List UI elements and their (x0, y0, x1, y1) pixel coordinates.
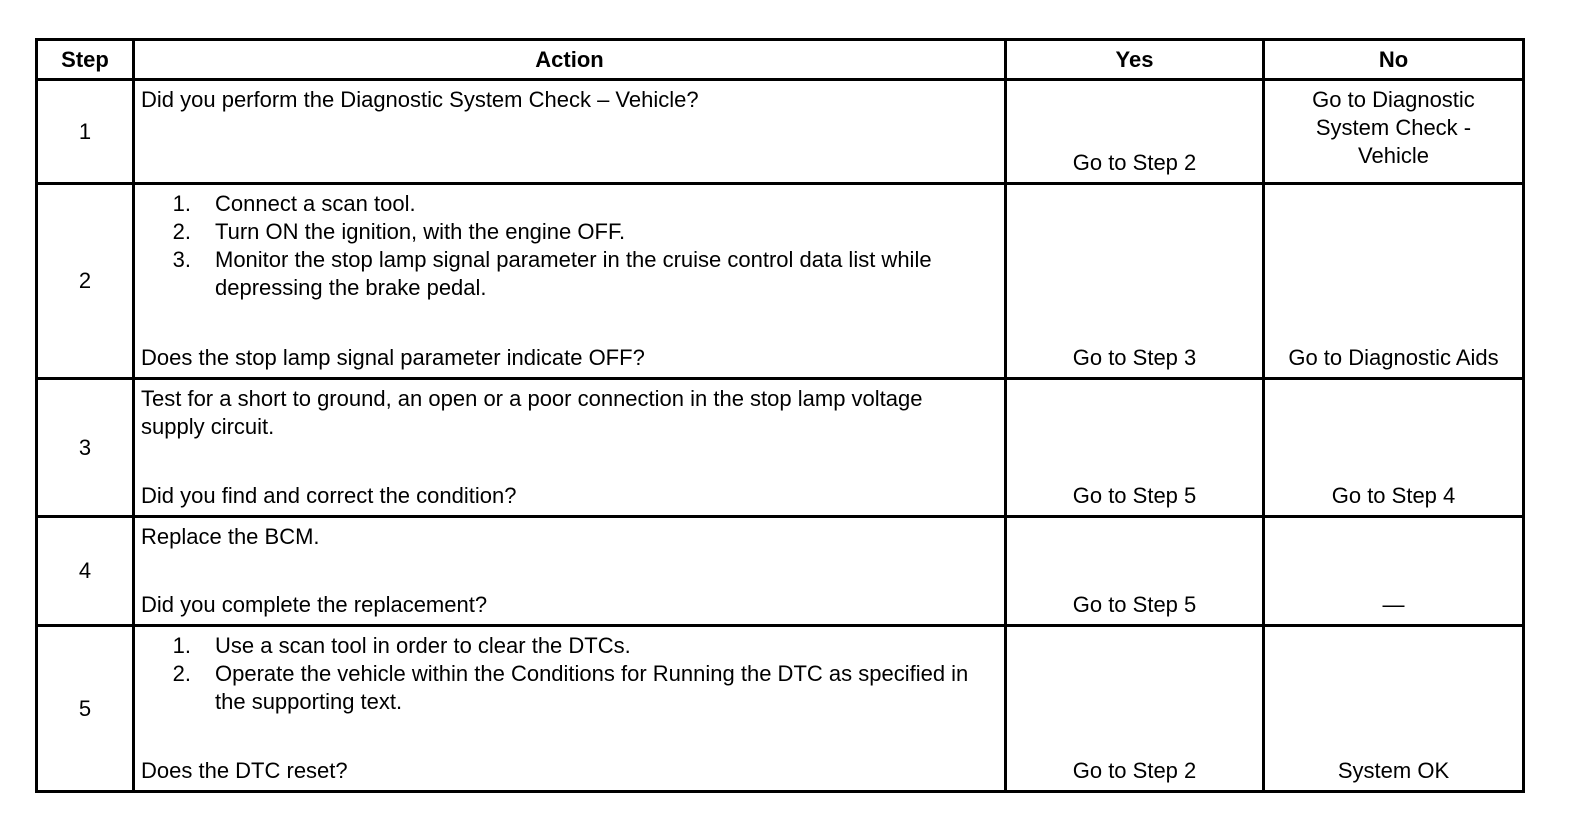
action-list (141, 632, 998, 716)
yes-cell: Go to Step 2 (1006, 80, 1264, 184)
diagnostic-table (35, 38, 1525, 793)
step-number: 1 (37, 80, 134, 184)
table-row (37, 80, 1524, 184)
no-cell: Go to Diagnostic System Check - Vehicle (1264, 80, 1524, 184)
action-question: Did you find and correct the condition? (141, 483, 517, 508)
table-row (37, 379, 1524, 517)
yes-cell: Go to Step 2 (1006, 626, 1264, 792)
action-cell (134, 517, 1006, 626)
list-item-text: Connect a scan tool. (215, 191, 416, 216)
header-step: Step (37, 40, 134, 80)
action-cell (134, 80, 1006, 184)
yes-cell: Go to Step 3 (1006, 184, 1264, 379)
list-item (141, 190, 998, 218)
list-item-number: 2. (172, 661, 191, 686)
step-number: 4 (37, 517, 134, 626)
yes-cell: Go to Step 5 (1006, 379, 1264, 517)
list-item (141, 246, 998, 302)
list-item-number: 1. (172, 633, 191, 658)
list-item (141, 632, 998, 660)
action-text: Replace the BCM. (141, 524, 320, 549)
step-number: 5 (37, 626, 134, 792)
yes-cell: Go to Step 5 (1006, 517, 1264, 626)
no-cell: Go to Step 4 (1264, 379, 1524, 517)
list-item-text: Use a scan tool in order to clear the DTCs. (215, 633, 631, 658)
action-cell (134, 184, 1006, 379)
no-cell: — (1264, 517, 1524, 626)
action-text: Test for a short to ground, an open or a poor connection in the stop lamp voltage supply circuit. (141, 386, 923, 439)
action-list (141, 190, 998, 302)
action-question: Does the stop lamp signal parameter indicate OFF? (141, 345, 645, 370)
list-item (141, 218, 998, 246)
list-item-number: 1. (172, 191, 191, 216)
step-number: 2 (37, 184, 134, 379)
action-text: Did you perform the Diagnostic System Check – Vehicle? (141, 87, 699, 112)
header-action: Action (134, 40, 1006, 80)
step-number: 3 (37, 379, 134, 517)
header-yes: Yes (1006, 40, 1264, 80)
list-item-number: 3. (172, 247, 191, 272)
header-row (37, 40, 1524, 80)
action-cell (134, 626, 1006, 792)
table-row (37, 184, 1524, 379)
no-cell: Go to Diagnostic Aids (1264, 184, 1524, 379)
no-cell: System OK (1264, 626, 1524, 792)
table-row (37, 626, 1524, 792)
list-item-number: 2. (172, 219, 191, 244)
list-item (141, 660, 998, 716)
list-item-text: Monitor the stop lamp signal parameter in the cruise control data list while depressing the brake pedal. (215, 247, 932, 300)
list-item-text: Operate the vehicle within the Conditions for Running the DTC as specified in the supporting text. (215, 661, 969, 714)
action-question: Does the DTC reset? (141, 758, 348, 783)
action-question: Did you complete the replacement? (141, 592, 488, 617)
header-no: No (1264, 40, 1524, 80)
table-row (37, 517, 1524, 626)
list-item-text: Turn ON the ignition, with the engine OFF. (215, 219, 626, 244)
action-cell (134, 379, 1006, 517)
